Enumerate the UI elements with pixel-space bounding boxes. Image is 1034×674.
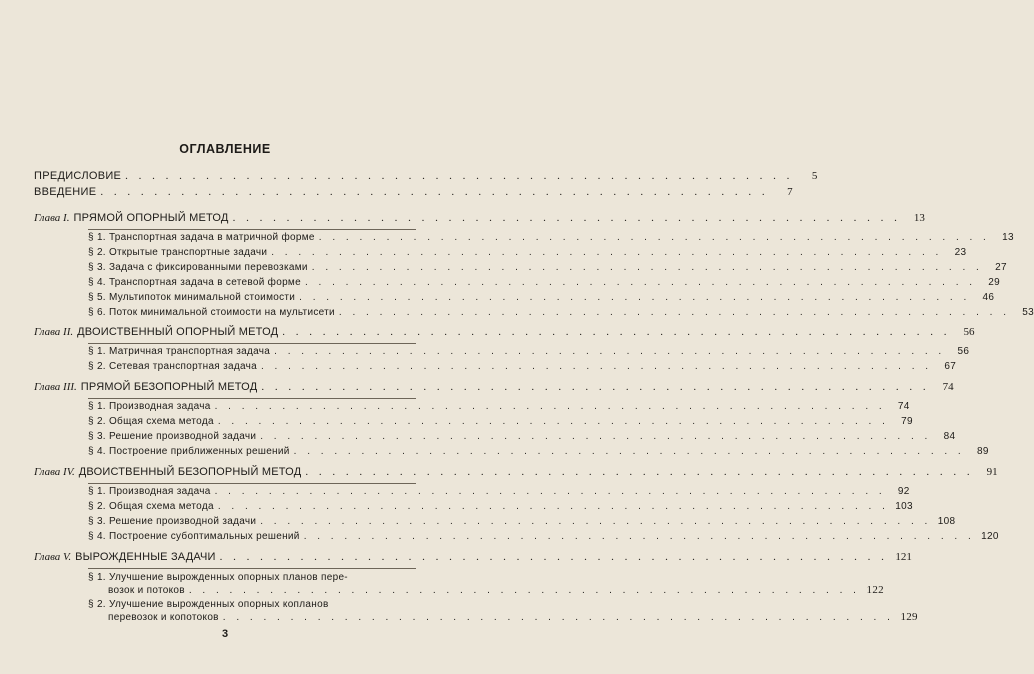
toc-section: § 4. Построение субоптимальных решений . . . . . . . . . . . . . . . . . . . . . . . . . . . . . . . . . . . . . . . . . . . . . . . . . . 120	[88, 531, 999, 542]
toc-section: § 1. Матричная транспортная задача . . . . . . . . . . . . . . . . . . . . . . . . . . . . . . . . . . . . . . . . . . . . . . . . . . 56	[88, 346, 970, 357]
page-title: ОГЛАВЛЕНИЕ	[179, 142, 271, 156]
toc-section: § 1. Транспортная задача в матричной форме . . . . . . . . . . . . . . . . . . . . . . . . . . . . . . . . . . . . . . . . . . . . . . . . . . 13	[88, 232, 1014, 243]
divider	[88, 343, 416, 344]
toc-entry-introduction: ВВЕДЕНИЕ . . . . . . . . . . . . . . . . . . . . . . . . . . . . . . . . . . . . . . . . . . . . . . . . . . 7	[34, 186, 793, 198]
toc-entry-preface: ПРЕДИСЛОВИЕ . . . . . . . . . . . . . . . . . . . . . . . . . . . . . . . . . . . . . . . . . . . . . . . . . . 5	[34, 170, 818, 182]
divider	[88, 483, 416, 484]
divider	[88, 568, 416, 569]
toc-chapter: Глава III. ПРЯМОЙ БЕЗОПОРНЫЙ МЕТОД . . . . . . . . . . . . . . . . . . . . . . . . . . . . . . . . . . . . . . . . . . . . . . . . . . 74	[34, 381, 954, 393]
toc-section: § 2. Общая схема метода . . . . . . . . . . . . . . . . . . . . . . . . . . . . . . . . . . . . . . . . . . . . . . . . . . 79	[88, 416, 913, 427]
toc-section: § 3. Решение производной задачи . . . . . . . . . . . . . . . . . . . . . . . . . . . . . . . . . . . . . . . . . . . . . . . . . . 108	[88, 516, 956, 527]
toc-chapter: Глава I. ПРЯМОЙ ОПОРНЫЙ МЕТОД . . . . . . . . . . . . . . . . . . . . . . . . . . . . . . . . . . . . . . . . . . . . . . . . . . 13	[34, 212, 925, 224]
divider	[88, 229, 416, 230]
toc-section: § 2. Открытые транспортные задачи . . . . . . . . . . . . . . . . . . . . . . . . . . . . . . . . . . . . . . . . . . . . . . . . . . 23	[88, 247, 967, 258]
toc-chapter: Глава V. ВЫРОЖДЕННЫЕ ЗАДАЧИ . . . . . . . . . . . . . . . . . . . . . . . . . . . . . . . . . . . . . . . . . . . . . . . . . . 121	[34, 551, 912, 563]
toc-section: § 1. Производная задача . . . . . . . . . . . . . . . . . . . . . . . . . . . . . . . . . . . . . . . . . . . . . . . . . . 74	[88, 401, 910, 412]
toc-section: § 2. Сетевая транспортная задача . . . . . . . . . . . . . . . . . . . . . . . . . . . . . . . . . . . . . . . . . . . . . . . . . . 67	[88, 361, 957, 372]
page-number: 3	[221, 628, 229, 640]
toc-chapter: Глава IV. ДВОИСТВЕННЫЙ БЕЗОПОРНЫЙ МЕТОД . . . . . . . . . . . . . . . . . . . . . . . . . . . . . . . . . . . . . . . . . . . . . . . . . . 91	[34, 466, 998, 478]
toc-chapter: Глава II. ДВОИСТВЕННЫЙ ОПОРНЫЙ МЕТОД . . . . . . . . . . . . . . . . . . . . . . . . . . . . . . . . . . . . . . . . . . . . . . . . . . 56	[34, 326, 975, 338]
toc-section: § 1. Производная задача . . . . . . . . . . . . . . . . . . . . . . . . . . . . . . . . . . . . . . . . . . . . . . . . . . 92	[88, 486, 910, 497]
toc-section: § 2. Улучшение вырожденных опорных копланов перевозок и копотоков . . . . . . . . . . . . . . . . . . . . . . . . . . . . . . . . . . . . . . . . . . . . . . . . . . 129	[88, 599, 918, 623]
toc-section: § 2. Общая схема метода . . . . . . . . . . . . . . . . . . . . . . . . . . . . . . . . . . . . . . . . . . . . . . . . . . 103	[88, 501, 913, 512]
toc-section: § 6. Поток минимальной стоимости на мультисети . . . . . . . . . . . . . . . . . . . . . . . . . . . . . . . . . . . . . . . . . . . . . . . . . . 53	[88, 307, 1034, 318]
toc-section: § 4. Построение приближенных решений . . . . . . . . . . . . . . . . . . . . . . . . . . . . . . . . . . . . . . . . . . . . . . . . . . 89	[88, 446, 989, 457]
toc-section: § 1. Улучшение вырожденных опорных планов пере- возок и потоков . . . . . . . . . . . . . . . . . . . . . . . . . . . . . . . . . . . . . . . . . . . . . . . . . . 122	[88, 572, 884, 596]
toc-section: § 4. Транспортная задача в сетевой форме . . . . . . . . . . . . . . . . . . . . . . . . . . . . . . . . . . . . . . . . . . . . . . . . . . 29	[88, 277, 1001, 288]
toc-section: § 3. Задача с фиксированными перевозками . . . . . . . . . . . . . . . . . . . . . . . . . . . . . . . . . . . . . . . . . . . . . . . . . . 27	[88, 262, 1007, 273]
divider	[88, 398, 416, 399]
toc-section: § 3. Решение производной задачи . . . . . . . . . . . . . . . . . . . . . . . . . . . . . . . . . . . . . . . . . . . . . . . . . . 84	[88, 431, 956, 442]
toc-section: § 5. Мультипоток минимальной стоимости . . . . . . . . . . . . . . . . . . . . . . . . . . . . . . . . . . . . . . . . . . . . . . . . . . 46	[88, 292, 995, 303]
